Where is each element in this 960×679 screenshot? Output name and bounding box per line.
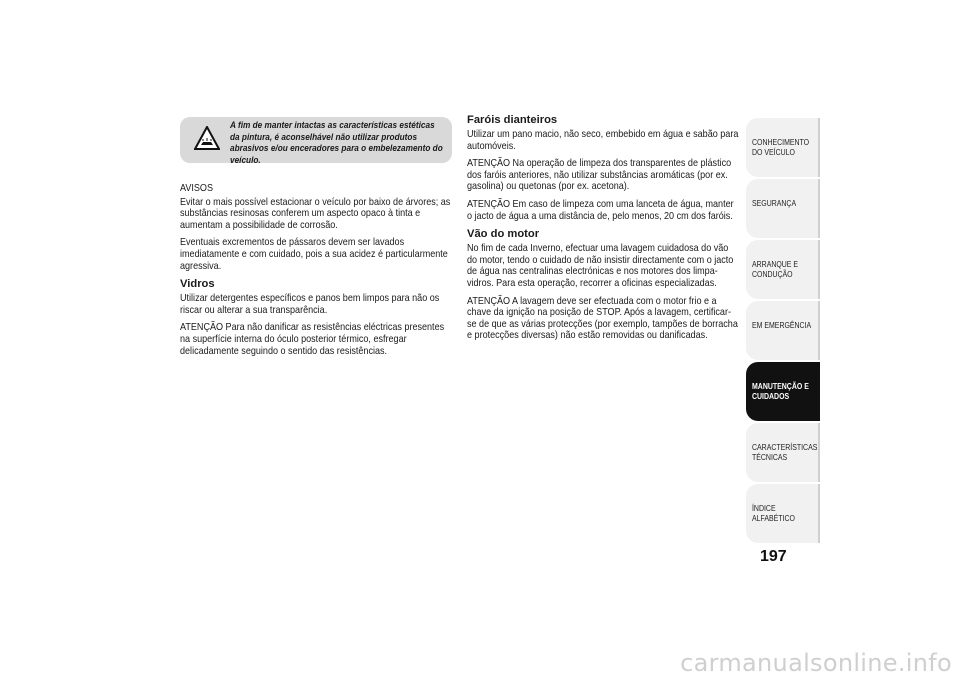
tab-conhecimento[interactable]: [746, 118, 820, 177]
tab-label: SEGURANÇA: [752, 199, 797, 208]
avisos-paragraph-2: Eventuais excrementos de pássaros devem ser lavados imediatamente e com cuidado, pois a sua acidez é particularmente agressiva.: [180, 237, 448, 272]
tab-manutencao[interactable]: [746, 362, 820, 421]
vidros-paragraph-1: Utilizar detergentes específicos e panos bem limpos para não os riscar ou alterar a sua transparência.: [180, 293, 440, 316]
avisos-paragraph-1: Evitar o mais possível estacionar o veículo por baixo de árvores; as substâncias resinosas conferem um aspecto opaco à tinta e aumentam a possibilidade de corrosão.: [180, 196, 451, 231]
tab-arranque[interactable]: [746, 240, 820, 299]
avisos-label: AVISOS: [180, 183, 213, 194]
tab-label: EM EMERGÊNCIA: [752, 321, 812, 330]
tab-label: CARACTERÍSTICAS TÉCNICAS: [752, 443, 818, 462]
motor-paragraph-1: No fim de cada Inverno, efectuar uma lavagem cuidadosa do vão do motor, tendo o cuidado de não insistir directamente com o jacto de água nas centralinas electrónicas e nos motores dos limpa-vidros. Para esta operação, recorrer a oficinas especializadas.: [467, 243, 734, 289]
car-wash-warning-icon: [194, 126, 220, 150]
tab-emergencia[interactable]: [746, 301, 820, 360]
tab-label: CONHECIMENTO DO VEÍCULO: [752, 138, 810, 157]
warning-box: [180, 117, 452, 166]
tab-label: ÍNDICE ALFABÉTICO: [752, 504, 795, 523]
farois-paragraph-2: ATENÇÃO Na operação de limpeza dos transparentes de plástico dos faróis anteriores, não utilizar substâncias aromáticas (por ex. gasolina) ou quetonas (por ex. acetona).: [467, 158, 732, 193]
page-number: 197: [760, 548, 787, 565]
farois-paragraph-3: ATENÇÃO Em caso de limpeza com uma lanceta de água, manter o jacto de água a uma distância de, pelo menos, 20 cm dos faróis.: [467, 198, 734, 222]
tab-indice[interactable]: [746, 484, 820, 543]
left-column: [180, 183, 452, 363]
tab-seguranca[interactable]: [746, 179, 820, 238]
watermark: carmanualsonline.info: [680, 649, 952, 677]
vidros-heading: Vidros: [180, 278, 215, 291]
motor-heading: Vão do motor: [467, 228, 540, 241]
motor-paragraph-2: ATENÇÃO A lavagem deve ser efectuada com o motor frio e a chave da ignição na posição de STOP. Após a lavagem, certificar-se de que as várias protecções (por exemplo, tampões de borracha e protecções diversas) não estão removidas ou danificadas.: [467, 295, 738, 342]
right-column: [467, 114, 739, 348]
tab-label: ARRANQUE E CONDUÇÃO: [752, 260, 799, 279]
tab-caracteristicas[interactable]: [746, 423, 820, 482]
chapter-tabs: [746, 118, 820, 545]
warning-text: A fim de manter intactas as características estéticas da pintura, é aconselhável não utilizar produtos abrasivos e/ou enceradores para o embelezamento do veículo.: [230, 120, 443, 166]
tab-label: MANUTENÇÃO E CUIDADOS: [752, 382, 809, 401]
vidros-paragraph-2: ATENÇÃO Para não danificar as resistências eléctricas presentes na superfície interna do óculo posterior térmico, esfregar delicadamente seguindo o sentido das resistências.: [180, 322, 445, 357]
farois-heading: Faróis dianteiros: [467, 114, 558, 126]
farois-paragraph-1: Utilizar um pano macio, não seco, embebido em água e sabão para automóveis.: [467, 129, 739, 152]
